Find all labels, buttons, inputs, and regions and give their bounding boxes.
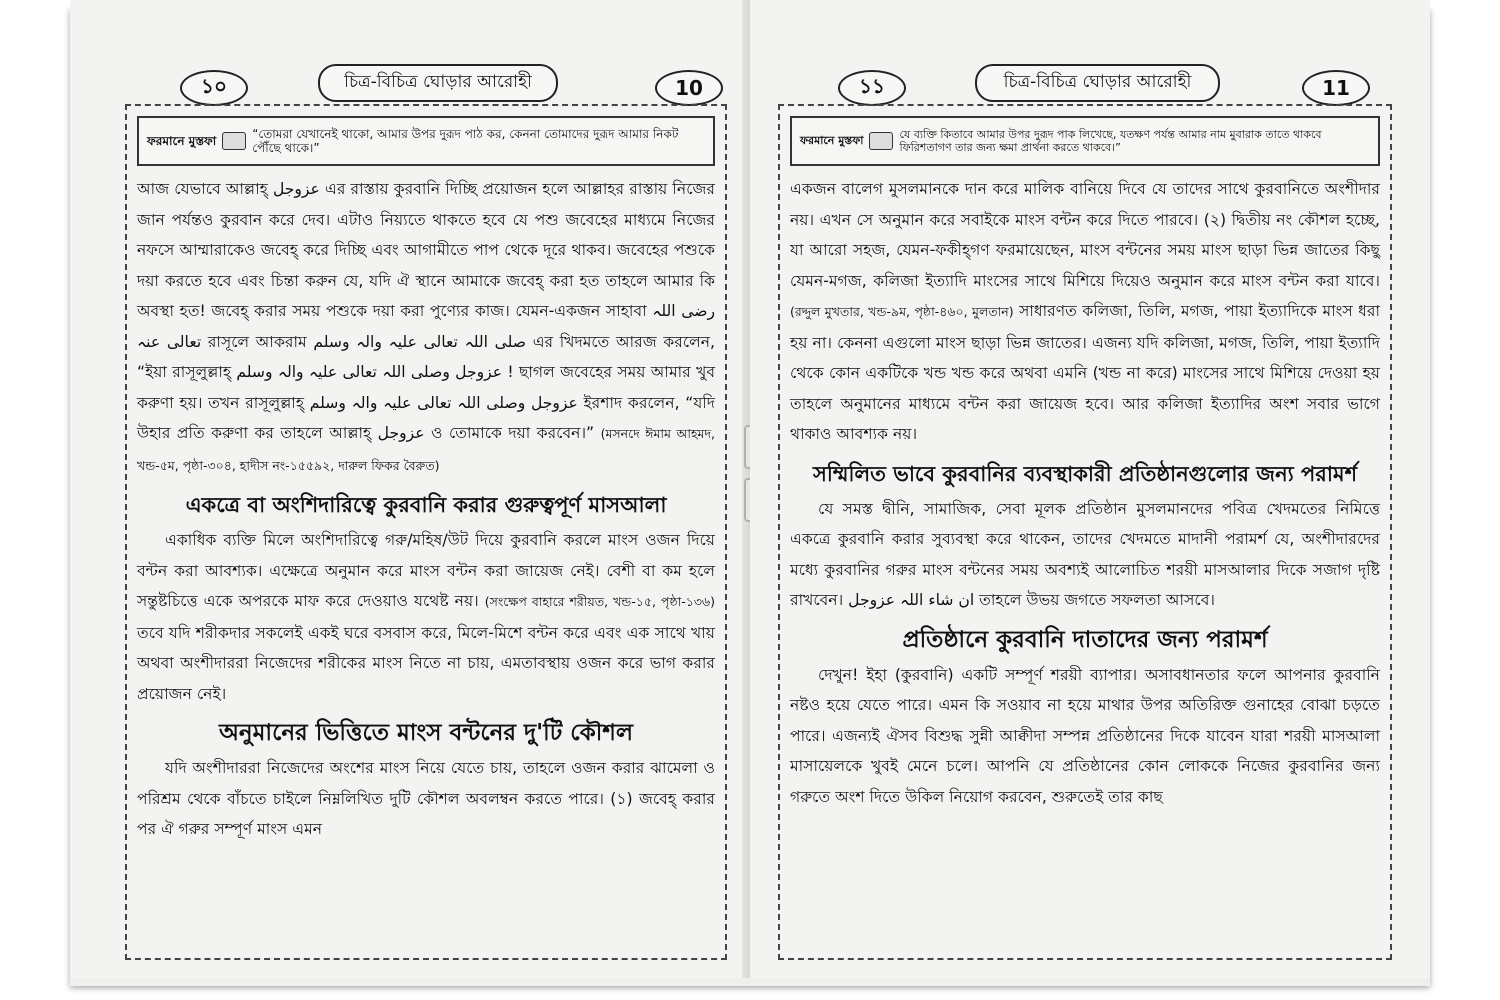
left-banner-label: ফরমানে মুস্তফা [147, 133, 217, 148]
right-paragraph-3: দেখুন! ইহা (কুরবানি) একটি সম্পূর্ণ শরয়ী ব্যাপার। অসাবধানতার ফলে আপনার কুরবানি নষ্টও হয়ে যেতে পারে। এমন কি সওয়াব না হয়ে মাথার উপর অতিরিক্ত গুনাহের বোঝা চড়তে পারে। এজন্যই ঐসব বিশুদ্ধ সুন্নী আক্বীদা সম্পন্ন প্রতিষ্ঠানের দিকে যাবেন যারা শরয়ী মাসআলা মাসায়েলকে খুবই মেনে চলে। আপনি যে প্রতিষ্ঠানের কোন লোককে নিজের কুরবানির জন্য গরুতে অংশ দিতে উকিল নিয়োগ করবেন, শুরুতেই তার কাছ [790, 665, 1380, 806]
left-heading-1: একত্রে বা অংশিদারিত্বে কুরবানি করার গুরুত্বপূর্ণ মাসআলা [185, 493, 667, 517]
left-page-number-en: 10 [655, 70, 723, 106]
right-running-title: চিত্র-বিচিত্র ঘোড়ার আরোহী [975, 64, 1220, 102]
right-paragraph-2: যে সমস্ত দ্বীনি, সামাজিক, সেবা মূলক প্রতিষ্ঠান মুসলমানদের পবিত্র খেদমতের নিমিত্তে একত্রে কুরবানি করার সুব্যবস্থা করে থাকেন, তাদের খেদমতে মাদানী পরামর্শ যে, অংশীদারদের মধ্যে কুরবানির গরুর মাংস বন্টনের সময় অবশ্যই আলোচিত শরয়ী মাসআলার দিকে সজাগ দৃষ্টি রাখবেন। ان شاء اللہ عزوجل তাহলে উভয় জগতে সফলতা আসবে। [790, 499, 1380, 609]
right-page-number-bn: ১১ [838, 70, 906, 106]
left-banner [137, 116, 715, 166]
left-paragraph-3: যদি অংশীদাররা নিজেদের অংশের মাংস নিয়ে যেতে চায়, তাহলে ওজন করার ঝামেলা ও পরিশ্রম থেকে বাঁচতে চাইলে নিম্নলিখিত দুটি কৌশল অবলম্বন করতে পারে। (১) জবেহ্ করার পর ঐ গরুর সম্পূর্ণ মাংস এমন [137, 759, 715, 838]
left-heading-2: অনুমানের ভিত্তিতে মাংস বন্টনের দু'টি কৌশল [218, 720, 634, 746]
left-paragraph-1: আজ যেভাবে আল্লাহ্ عزوجل এর রাস্তায় কুরবানি দিচ্ছি প্রয়োজন হলে আল্লাহর রাস্তায় নিজের জান পর্যন্তও কুরবান করে দেব। এটাও নিয়্যতে থাকতে হবে যে পশু জবেহের মাধ্যমে নিজের নফসে আম্মারাকেও জবেহ্ করে দিচ্ছি এবং আগামীতে পাপ থেকে দূরে থাকব। জবেহের পশুকে দয়া করতে হবে এবং চিন্তা করুন যে, যদি ঐ স্থানে আমাকে জবেহ্ করা হত তাহলে আমার কি অবস্থা হত! জবেহ্ করার সময় পশুকে দয়া করা পুণ্যের কাজ। যেমন-একজন সাহাবা رضی اللہ تعالی عنہ রাসূলে আকরাম صلی اللہ تعالی علیہ والہ وسلم এর খিদমতে আরজ করলেন, “ইয়া রাসূলুল্লাহ্ عزوجل وصلی اللہ تعالی علیہ والہ وسلم ! ছাগল জবেহের সময় আমার খুব করুণা হয়। তখন রাসূলুল্লাহ্ عزوجل وصلی اللہ تعالی علیہ والہ وسلم ইরশাদ করলেন, “যদি উহার প্রতি করুণা কর তাহলে আল্লাহ্ عزوجل ও তোমাকে দয়া করবেন।” (মসনদে ঈমাম আহমদ, খন্ড-৫ম, পৃষ্ঠা-৩০৪, হাদীস নং-১৫৫৯২, দারুল ফিকর বৈরুত) [137, 180, 716, 473]
left-paragraph-2: একাধিক ব্যক্তি মিলে অংশিদারিত্বে গরু/মহিষ/উট দিয়ে কুরবানি করলে মাংস ওজন দিয়ে বন্টন করা আবশ্যক। এক্ষেত্রে অনুমান করে মাংস বন্টন করা জায়েজ নেই। বেশী বা কম হলে সন্তুষ্টচিত্তে একে অপরকে মাফ করে দেওয়াও যথেষ্ট নয়। (সংক্ষেপ বাহারে শরীয়ত, খন্ড-১৫, পৃষ্ঠা-১৩৬) তবে যদি শরীকদার সকলেই একই ঘরে বসবাস করে, মিলে-মিশে বন্টন করে এবং এক সাথে খায় অথবা অংশীদাররা নিজেদের শরীকের মাংস নিতে না চায়, এমতাবস্থায় ওজন করে ভাগ করার প্রয়োজন নেই। [137, 531, 715, 703]
left-citation-2: (সংক্ষেপ বাহারে শরীয়ত, খন্ড-১৫, পৃষ্ঠা-১৩৬) [484, 594, 715, 609]
right-body [790, 174, 1380, 812]
right-page-frame [778, 104, 1392, 960]
right-heading-2: প্রতিষ্ঠানে কুরবানি দাতাদের জন্য পরামর্শ [902, 626, 1268, 653]
right-banner [790, 116, 1380, 166]
right-banner-text: যে ব্যক্তি কিতাবে আমার উপর দুরূদ পাক লিখেছে, যতক্ষণ পর্যন্ত আমার নাম মুবারাক তাতে থাকবে ফিরিশতাগণ তার জন্য ক্ষমা প্রার্থনা করতে থাকবে।” [899, 127, 1322, 154]
right-banner-label: ফরমানে মুস্তফা [800, 134, 864, 148]
left-running-title: চিত্র-বিচিত্র ঘোড়ার আরোহী [318, 64, 558, 102]
left-body [137, 174, 715, 845]
left-citation-1: (মসনদে ঈমাম আহমদ, খন্ড-৫ম, পৃষ্ঠা-৩০৪, হাদীস নং-১৫৫৯২, দারুল ফিকর বৈরুত) [137, 426, 716, 473]
left-page-frame [125, 104, 727, 960]
right-heading-1: সম্মিলিত ভাবে কুরবানির ব্যবস্থাকারী প্রতিষ্ঠানগুলোর জন্য পরামর্শ [812, 461, 1358, 486]
right-citation-1: (রদ্দুল মুখতার, খন্ড-৯ম, পৃষ্ঠা-৪৬০, মুলতান) [790, 304, 1014, 319]
calligraphy-seal-icon [869, 132, 893, 150]
right-paragraph-1: একজন বালেগ মুসলমানকে দান করে মালিক বানিয়ে দিবে যে তাদের সাথে কুরবানিতে অংশীদার নয়। এখন সে অনুমান করে সবাইকে মাংস বন্টন করে দিতে পারবে। (২) দ্বিতীয় নং কৌশল হচ্ছে, যা আরো সহজ, যেমন-ফকীহ্গণ ফরমায়েছেন, মাংস বন্টনের সময় মাংস ছাড়া ভিন্ন জাতের কিছু যেমন-মগজ, কলিজা ইত্যাদি মাংসের সাথে মিশিয়ে দিয়েও অনুমান করে মাংস বন্টন করা যাবে। (রদ্দুল মুখতার, খন্ড-৯ম, পৃষ্ঠা-৪৬০, মুলতান) সাধারণত কলিজা, তিলি, মগজ, পায়া ইত্যাদিকে মাংস ধরা হয় না। কেননা এগুলো মাংস ছাড়া ভিন্ন জাতের। এজন্য যদি কলিজা, মগজ, তিলি, পায়া ইত্যাদি থেকে কোন একটিকে খন্ড খন্ড করে অথবা এমনি (খন্ড না করে) মাংসের সাথে মিশিয়ে দেওয়া হয় তাহলে অনুমানের মাধ্যমে বন্টন করা জায়েজ হবে। আর কলিজা ইত্যাদির অংশ সবার ভাগে থাকাও আবশ্যক নয়। [790, 180, 1380, 443]
right-page-number-en: 11 [1302, 70, 1370, 106]
left-banner-text: “তোমরা যেখানেই থাকো, আমার উপর দুরূদ পাঠ কর, কেননা তোমাদের দুরূদ আমার নিকট পৌঁছে থাকে।” [252, 126, 679, 155]
left-page-number-bn: ১০ [180, 70, 248, 106]
calligraphy-seal-icon [222, 132, 246, 150]
